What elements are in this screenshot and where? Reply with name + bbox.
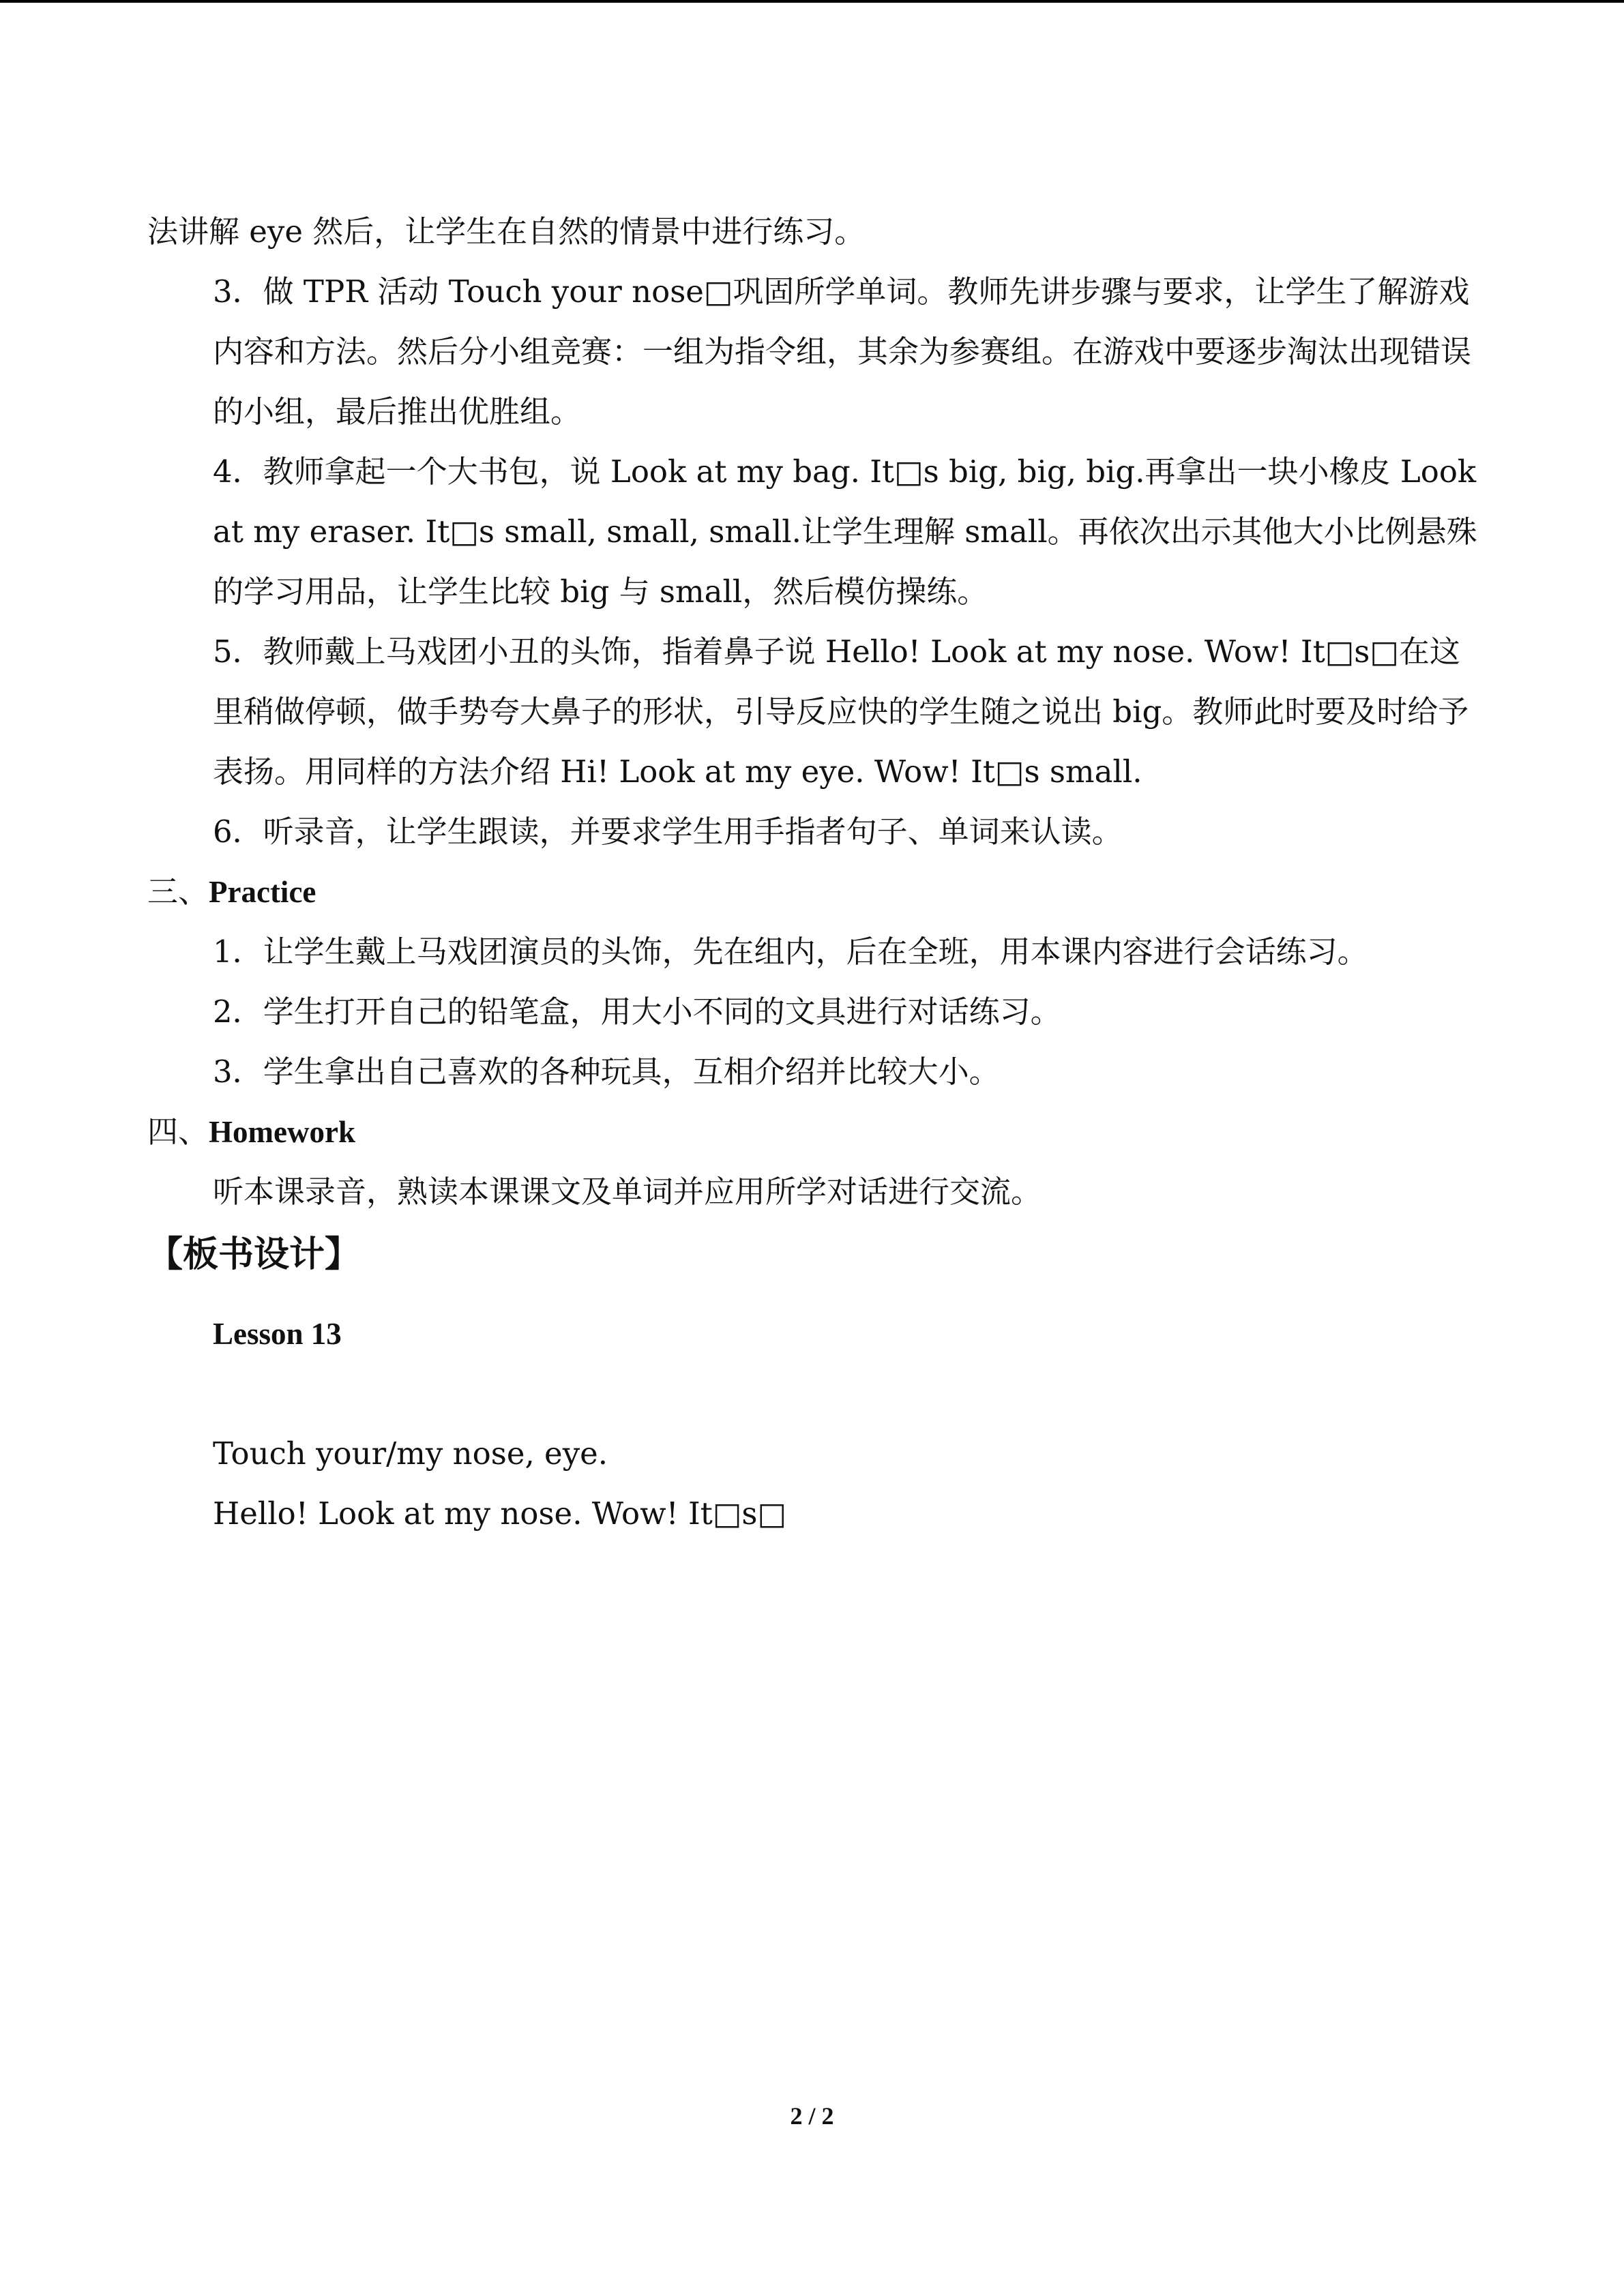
section-heading-practice	[147, 862, 1484, 922]
board-design-title: 【板书设计】	[147, 1234, 361, 1275]
board-line-2: Hello! Look at my nose. Wow! It□s□	[213, 1495, 786, 1532]
practice-item-2: 2．学生打开自己的铅笔盒，用大小不同的文具进行对话练习。	[213, 994, 1061, 1030]
board-line-1: Touch your/my nose, eye.	[213, 1435, 608, 1472]
section-number: 三、	[147, 874, 209, 910]
practice-item-1: 1．让学生戴上马戏团演员的头饰，先在组内，后在全班，用本课内容进行会话练习。	[213, 934, 1368, 970]
paragraph-step-4: 4．教师拿起一个大书包，说 Look at my bag. It□s big, big, big.再拿出一块小橡皮 Look at my eraser. It□s small, small, small.让学生理解 small。再依次出示其他大小比例悬殊的学习用品，让学生比较 big 与 small，然后模仿操练。	[213, 453, 1477, 610]
document-body	[147, 202, 1484, 1544]
practice-item-3: 3．学生拿出自己喜欢的各种玩具，互相介绍并比较大小。	[213, 1054, 1000, 1090]
section-heading-homework	[147, 1102, 1484, 1162]
section-title: Homework	[209, 1115, 355, 1149]
paragraph-step-3: 3．做 TPR 活动 Touch your nose□巩固所学单词。教师先讲步骤与要求，让学生了解游戏内容和方法。然后分小组竞赛：一组为指令组，其余为参赛组。在游戏中要逐步淘汰出现错误的小组，最后推出优胜组。	[213, 273, 1472, 430]
homework-text: 听本课录音，熟读本课课文及单词并应用所学对话进行交流。	[213, 1174, 1042, 1210]
section-number: 四、	[147, 1114, 209, 1150]
paragraph-continuation: 法讲解 eye 然后，让学生在自然的情景中进行练习。	[147, 213, 866, 250]
paragraph-step-6: 6．听录音，让学生跟读，并要求学生用手指者句子、单词来认读。	[213, 814, 1123, 850]
paragraph-step-5: 5．教师戴上马戏团小丑的头饰，指着鼻子说 Hello! Look at my nose. Wow! It□s□在这里稍做停顿，做手势夸大鼻子的形状，引导反应快的学生随之说出 big。教师此时要及时给予表扬。用同样的方法介绍 Hi! Look at my eye. Wow! It□s small.	[213, 633, 1469, 790]
top-border-rule	[0, 0, 1624, 3]
page-number: 2 / 2	[790, 2102, 834, 2130]
section-title: Practice	[209, 875, 316, 909]
board-lesson-title: Lesson 13	[213, 1317, 342, 1351]
